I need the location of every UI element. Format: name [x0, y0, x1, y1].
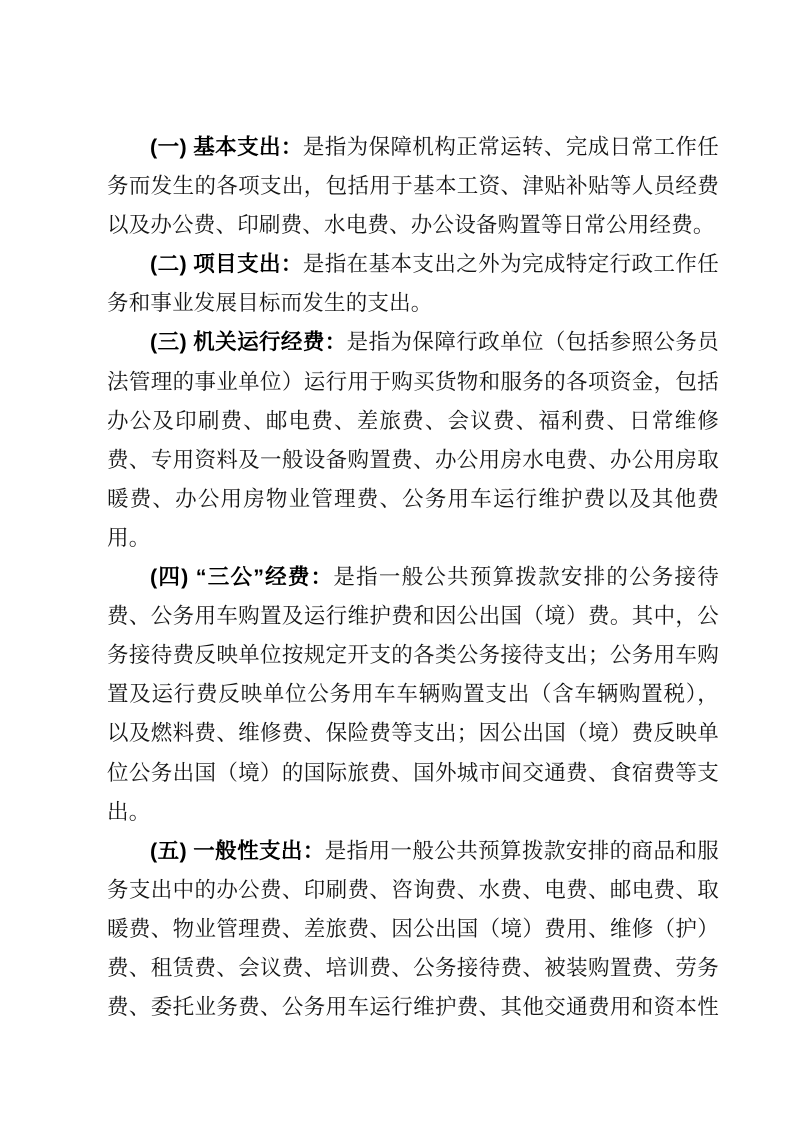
paragraph-project-expenditure	[107, 245, 719, 323]
paragraph-general-expenditure	[107, 832, 719, 1027]
paragraph-heading: (一) 基本支出：	[150, 135, 303, 159]
paragraph-body: 是指一般公共预算拨款安排的公务接待费、公务用车购置及运行维护费和因公出国（境）费。其中，公务接待费反映单位按规定开支的各类公务接待支出；公务用车购置及运行费反映单位公务用车车辆购置支出（含车辆购置税），以及燃料费、维修费、保险费等支出；因公出国（境）费反映单位公务出国（境）的国际旅费、国外城市间交通费、食宿费等支出。	[107, 565, 719, 824]
text-block	[107, 128, 719, 1027]
paragraph-body: 是指在基本支出之外为完成特定行政工作任务和事业发展目标而发生的支出。	[107, 252, 720, 316]
paragraph-agency-operating-funds	[107, 323, 719, 558]
paragraph-body: 是指为保障机构正常运转、完成日常工作任务而发生的各项支出，包括用于基本工资、津贴补贴等人员经费以及办公费、印刷费、水电费、办公设备购置等日常公用经费。	[107, 135, 720, 238]
paragraph-basic-expenditure	[107, 128, 719, 245]
paragraph-heading: (四) “三公”经费：	[150, 565, 334, 590]
paragraph-heading: (五) 一般性支出：	[150, 838, 325, 863]
paragraph-heading: (三) 机关运行经费：	[150, 330, 347, 355]
paragraph-three-public-funds	[107, 558, 719, 832]
paragraph-body: 是指为保障行政单位（包括参照公务员法管理的事业单位）运行用于购买货物和服务的各项资金，包括办公及印刷费、邮电费、差旅费、会议费、福利费、日常维修费、专用资料及一般设备购置费、办公用房水电费、办公用房取暖费、办公用房物业管理费、公务用车运行维护费以及其他费用。	[107, 330, 720, 550]
paragraph-heading: (二) 项目支出：	[150, 252, 303, 277]
paragraph-body: 是指用一般公共预算拨款安排的商品和服务支出中的办公费、印刷费、咨询费、水费、电费、邮电费、取暖费、物业管理费、差旅费、因公出国（境）费用、维修（护）费、租赁费、会议费、培训费、公务接待费、被装购置费、劳务费、委托业务费、公务用车运行维护费、其他交通费用和资本性	[107, 838, 719, 1020]
